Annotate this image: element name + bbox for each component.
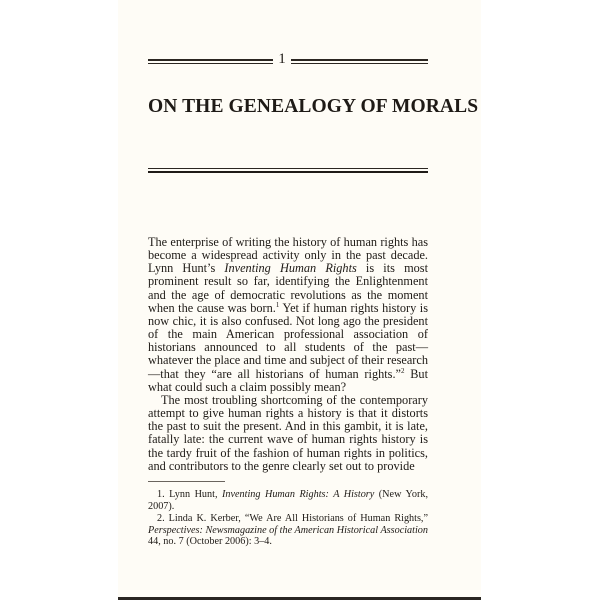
body-paragraph (148, 394, 428, 473)
footnote-reference: 1 (275, 300, 280, 309)
rule-thin (148, 63, 273, 64)
text-run: is its most prominent result so far, identifying the Enlightenment and the age of democratic revolutions as the moment when the cause was born. (148, 261, 428, 315)
rule-thin (291, 63, 428, 64)
footnotes (148, 489, 428, 548)
text-run: The most troubling shortcoming of the contemporary attempt to give human rights a history is that it distorts the past to suit the present. And in this gambit, it is late, fatally late: the current wave of human rights history is the tardy fruit of the fashion of human rights in politics, and contributors to the genre clearly set out to provide (148, 392, 428, 473)
text-run: The enterprise of writing the history of human rights has become a widespread activity only in the past decade. Lynn Hunt’s (148, 235, 428, 276)
chapter-rule-left (148, 59, 273, 64)
footnote-separator (148, 481, 225, 482)
text-run: Yet if human rights history is now chic, it is also confused. Not long ago the president of the main American professional association of historians announced to all students of the past—whatever the place and time and subject of their research—that they “are all historians of human rights.” (148, 300, 428, 381)
rule-thick (291, 59, 428, 61)
chapter-rule-right (291, 59, 428, 64)
italic-text: Inventing Human Rights (224, 261, 357, 276)
title-underline-rule (148, 168, 428, 174)
text-run: 44, no. 7 (October 2006): 3–4. (148, 536, 272, 548)
footnote (148, 513, 428, 548)
rule-thick (148, 59, 273, 61)
body-text (148, 236, 428, 473)
text-run: But what could such a claim possibly mean? (148, 366, 428, 394)
italic-text: Inventing Human Rights: A History (222, 489, 375, 500)
book-page (118, 0, 481, 598)
chapter-title: ON THE GENEALOGY OF MORALS (148, 96, 479, 117)
body-paragraph (148, 236, 428, 394)
chapter-heading (148, 53, 428, 69)
footnote (148, 489, 428, 512)
italic-text: Perspectives: Newsmagazine of the American Historical Association (148, 524, 428, 536)
rule-thick (148, 171, 428, 174)
text-run: 2. Linda K. Kerber, “We Are All Historians of Human Rights,” (157, 513, 428, 525)
chapter-number: 1 (278, 51, 286, 67)
text-run: 1. Lynn Hunt, (157, 489, 222, 500)
footnote-reference: 2 (400, 366, 405, 375)
rule-thin (148, 168, 428, 169)
text-run: (New York, 2007). (148, 489, 428, 512)
